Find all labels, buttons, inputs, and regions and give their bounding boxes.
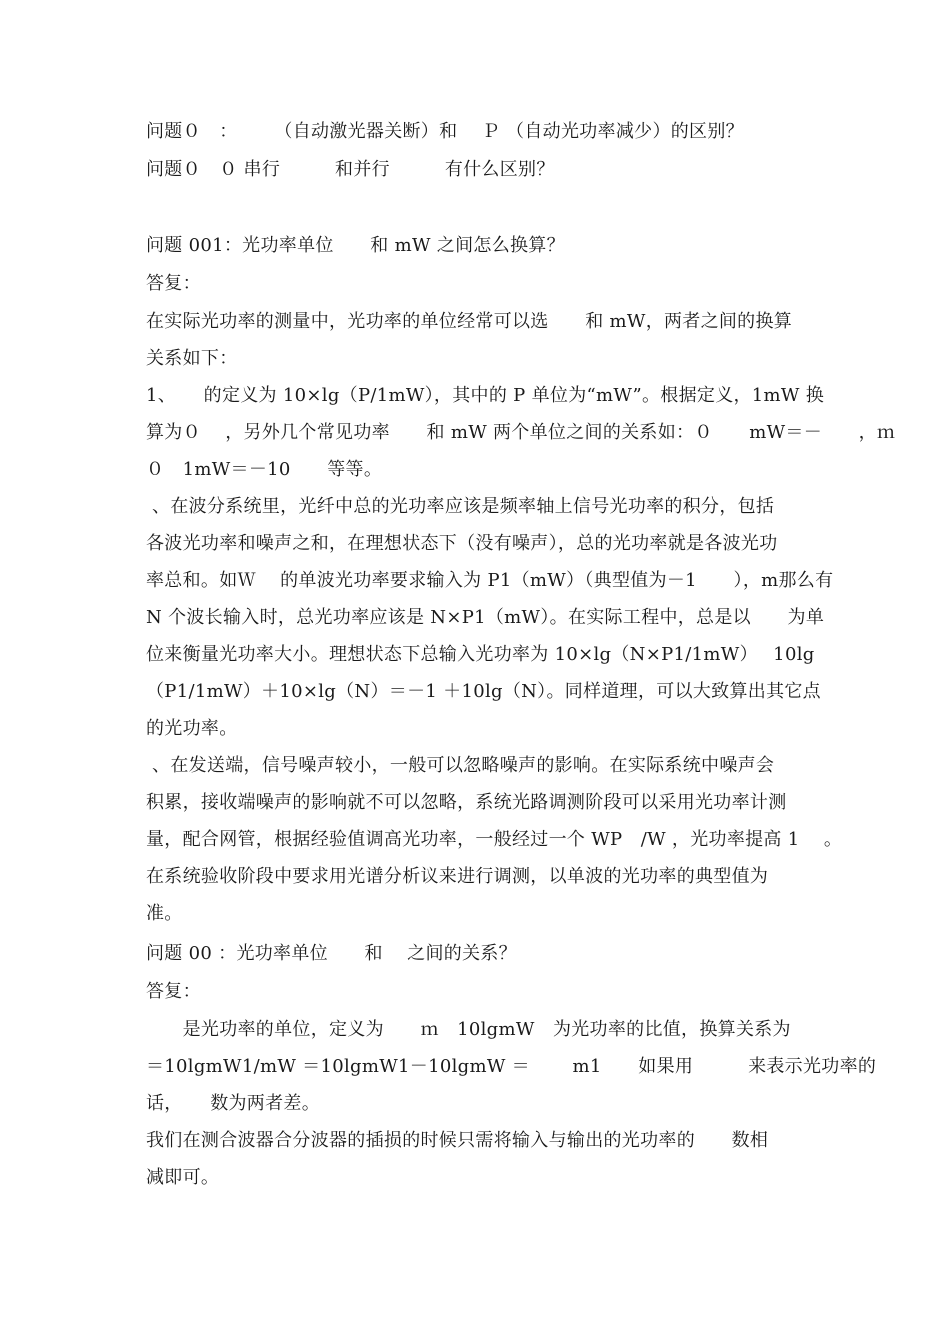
paragraph-line: 准。 bbox=[146, 903, 183, 924]
paragraph-line: 的光功率。 bbox=[146, 718, 238, 739]
paragraph-line: 积累，接收端噪声的影响就不可以忽略，系统光路调测阶段可以采用光功率计测 bbox=[146, 792, 787, 813]
answer-label: 答复： bbox=[146, 981, 201, 1002]
question-0: 问题０ ： （自动激光器关断）和 Ｐ （自动光功率减少）的区别？ bbox=[146, 121, 744, 142]
paragraph-line: 、在发送端，信号噪声较小，一般可以忽略噪声的影响。在实际系统中噪声会 bbox=[146, 755, 775, 776]
question-001: 问题 001：光功率单位 和 mW 之间怎么换算？ bbox=[146, 235, 565, 256]
paragraph-line: 关系如下： bbox=[146, 348, 238, 369]
paragraph-line: 减即可。 bbox=[146, 1167, 220, 1188]
paragraph-line: 是光功率的单位，定义为 ｍ 10lgmW 为光功率的比值，换算关系为 bbox=[146, 1019, 791, 1040]
paragraph-line: 算为０ ，另外几个常见功率 和 mW 两个单位之间的关系如：０ mW＝－ ，ｍ bbox=[146, 422, 896, 443]
paragraph-line: N 个波长输入时，总光功率应该是 N×P1（mW）。在实际工程中，总是以 为单 bbox=[146, 607, 825, 628]
paragraph-line: 在实际光功率的测量中，光功率的单位经常可以选 和 mW，两者之间的换算 bbox=[146, 311, 793, 332]
paragraph-line: 量，配合网管，根据经验值调高光功率，一般经过一个 WP /W ，光功率提高 1 。 bbox=[146, 829, 843, 850]
paragraph-line: 率总和。如Ｗ 的单波光功率要求输入为 P1（mW）（典型值为－1 ），m那么有 bbox=[146, 570, 834, 591]
paragraph-line: 话， 数为两者差。 bbox=[146, 1093, 320, 1114]
question-0-0: 问题０ ０ 串行 和并行 有什么区别？ bbox=[146, 159, 555, 180]
paragraph-line: 、在波分系统里，光纤中总的光功率应该是频率轴上信号光功率的积分，包括 bbox=[146, 496, 775, 517]
paragraph-line: ０ 1mW＝－10 等等。 bbox=[146, 459, 383, 480]
paragraph-line: 我们在测合波器合分波器的插损的时候只需将输入与输出的光功率的 数相 bbox=[146, 1130, 769, 1151]
answer-label: 答复： bbox=[146, 273, 201, 294]
paragraph-line: ＝10lgmW1/mW ＝10lgmW1－10lgmW ＝ m1 如果用 来表示光功率的 bbox=[146, 1056, 877, 1077]
paragraph-line: 在系统验收阶段中要求用光谱分析议来进行调测，以单波的光功率的典型值为 bbox=[146, 866, 769, 887]
paragraph-line: 位来衡量光功率大小。理想状态下总输入光功率为 10×lg（N×P1/1mW） 10lg bbox=[146, 644, 815, 665]
paragraph-line: 1、 的定义为 10×lg（P/1mW），其中的 P 单位为“mW”。根据定义，1mW 换 bbox=[146, 385, 825, 406]
question-00: 问题 00 ：光功率单位 和 之间的关系？ bbox=[146, 943, 517, 964]
paragraph-line: （P1/1mW）＋10×lg（N）＝－1 ＋10lg（N）。同样道理，可以大致算出其它点 bbox=[146, 681, 821, 702]
paragraph-line: 各波光功率和噪声之和，在理想状态下（没有噪声），总的光功率就是各波光功 bbox=[146, 533, 778, 554]
